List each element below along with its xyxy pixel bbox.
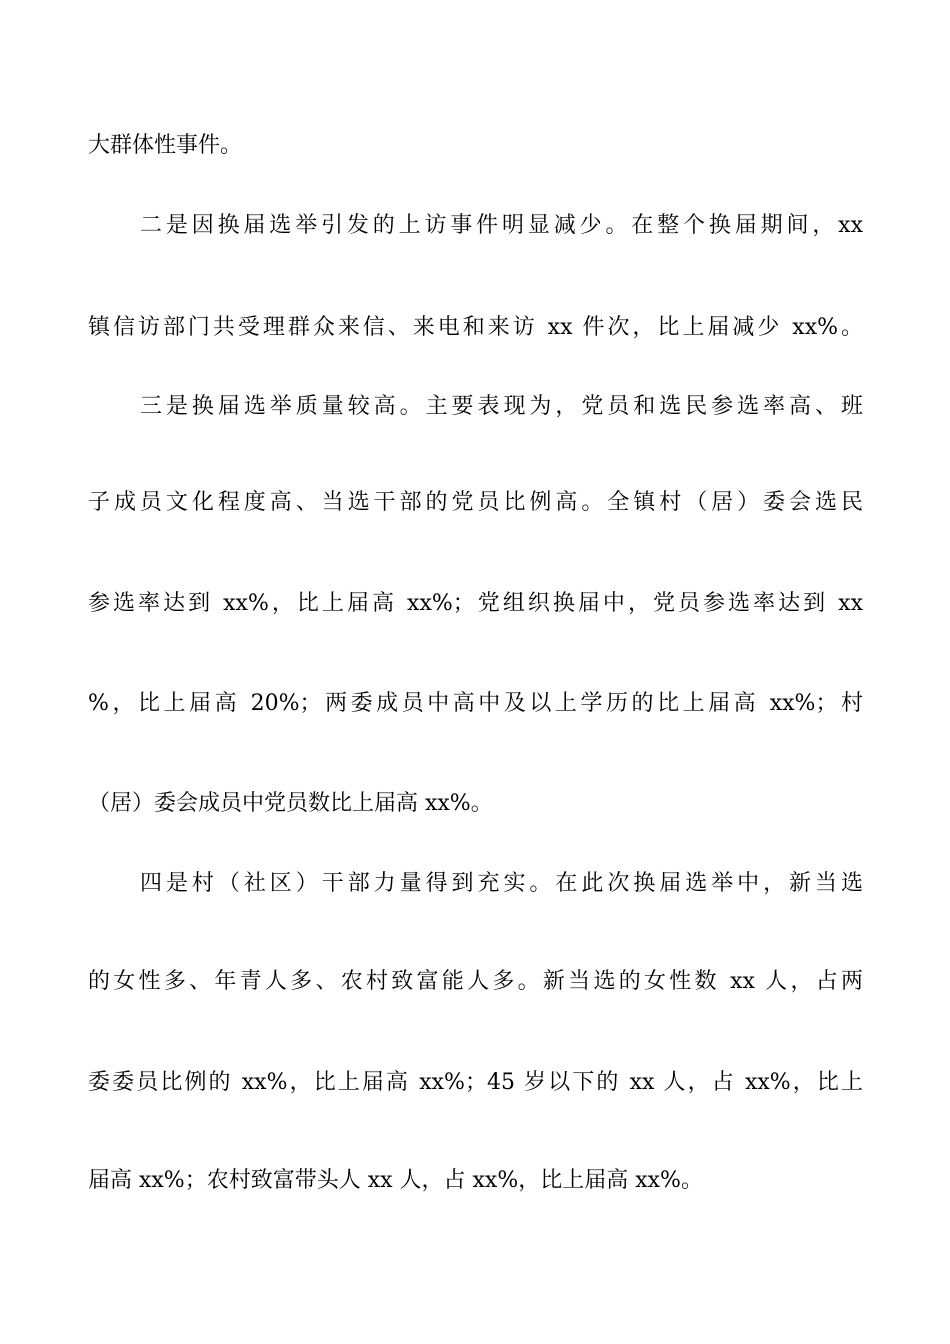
text-line-6: 参选率达到 xx%，比上届高 xx%；党组织换届中，党员参选率达到 xx bbox=[88, 591, 863, 616]
text-line-12: 届高 xx%；农村致富带头人 xx 人，占 xx%，比上届高 xx%。 bbox=[88, 1168, 703, 1193]
text-line-7: %，比上届高 20%；两委成员中高中及以上学历的比上届高 xx%；村 bbox=[88, 691, 863, 716]
text-line-11: 委委员比例的 xx%，比上届高 xx%；45 岁以下的 xx 人，占 xx%，比上 bbox=[88, 1070, 863, 1095]
text-line-1: 大群体性事件。 bbox=[88, 133, 243, 158]
text-line-2: 二是因换届选举引发的上访事件明显减少。在整个换届期间，xx bbox=[140, 213, 863, 238]
text-line-4: 三是换届选举质量较高。主要表现为，党员和选民参选率高、班 bbox=[140, 394, 863, 419]
text-line-10: 的女性多、年青人多、农村致富能人多。新当选的女性数 xx 人，占两 bbox=[88, 969, 863, 994]
text-line-3: 镇信访部门共受理群众来信、来电和来访 xx 件次，比上届减少 xx%。 bbox=[88, 315, 863, 340]
text-line-9: 四是村（社区）干部力量得到充实。在此次换届选举中，新当选 bbox=[140, 871, 863, 896]
text-line-8: （居）委会成员中党员数比上届高 xx%。 bbox=[88, 791, 493, 816]
text-line-5: 子成员文化程度高、当选干部的党员比例高。全镇村（居）委会选民 bbox=[88, 490, 863, 515]
